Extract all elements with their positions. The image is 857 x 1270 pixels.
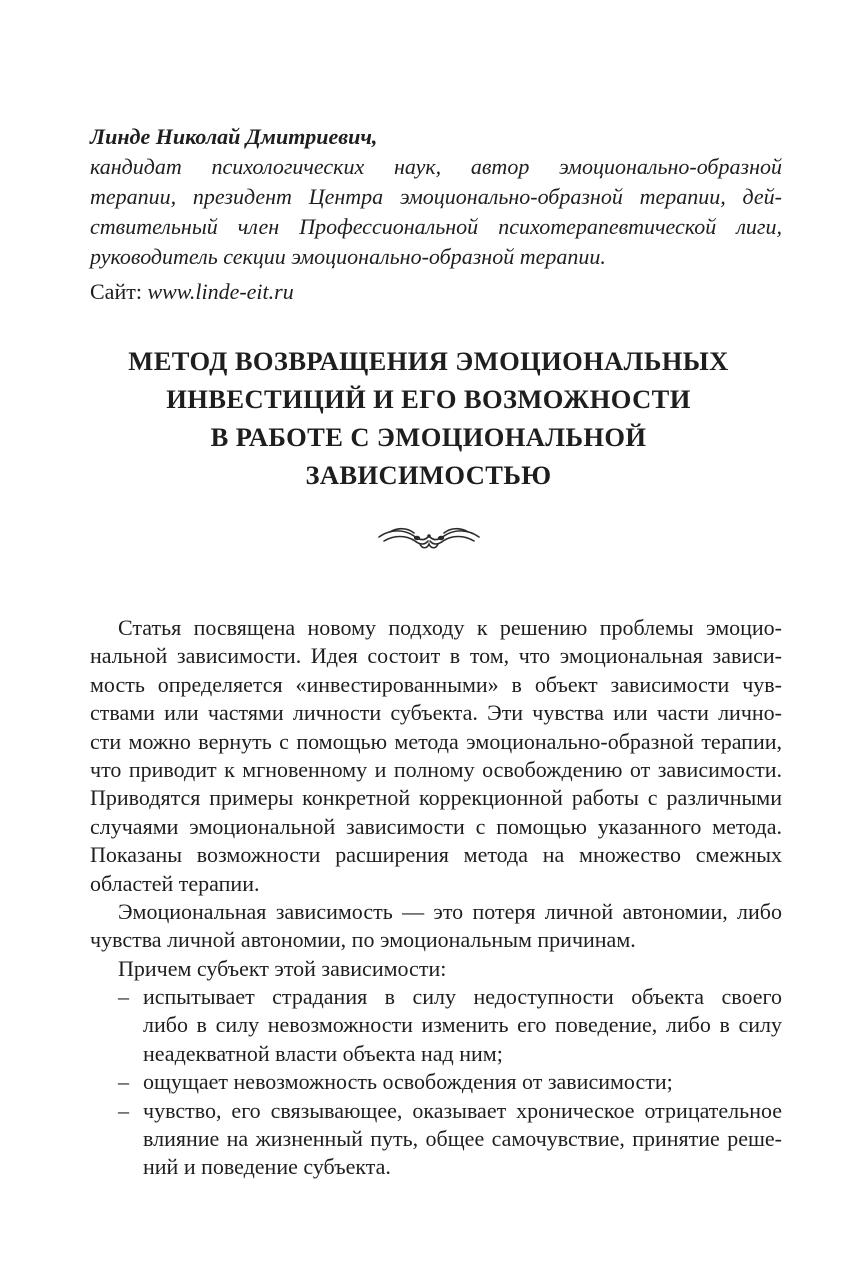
bullet-list [90, 983, 782, 1182]
title-line: В РАБОТЕ С ЭМОЦИОНАЛЬНОЙ [210, 422, 647, 452]
abstract-line: что приводит к мгновенному и полному освобождению от зависимости. [90, 756, 782, 782]
definition-line: Эмоциональная зависимость — это потеря личной автономии, либо [118, 898, 782, 924]
abstract-line: областей терапии. [90, 870, 260, 896]
definition-line: чувства личной автономии, по эмоциональным причинам. [90, 927, 636, 953]
article-title [60, 342, 797, 494]
author-description-line: ствительный член Профессиональной психотерапевтической лиги, [90, 214, 782, 239]
author-block [90, 122, 782, 307]
abstract-line: Статья посвящена новому подходу к решению проблемы эмоцио- [118, 615, 782, 640]
bullet-text: ощущает невозможность освобождения от зависимости; [143, 1069, 673, 1095]
list-item [90, 1068, 782, 1096]
bullet-line: неадекватной власти объекта над ним; [143, 1040, 503, 1066]
bullet-line [90, 1097, 782, 1125]
title-line: ИНВЕСТИЦИЙ И ЕГО ВОЗМОЖНОСТИ [166, 384, 691, 414]
list-item [90, 1097, 782, 1182]
author-name: Линде Николай Дмитриевич, [90, 124, 378, 149]
bullet-line [90, 1068, 782, 1096]
title-line: МЕТОД ВОЗВРАЩЕНИЯ ЭМОЦИОНАЛЬНЫХ [128, 346, 729, 376]
bullet-text: испытывает страдания в силу недоступности объекта своего [143, 984, 782, 1010]
bullet-line: ний и поведение субъекта. [143, 1154, 391, 1180]
abstract-paragraph [90, 614, 782, 898]
dash-marker: – [118, 984, 129, 1010]
bullet-line [90, 983, 782, 1011]
author-description-line: терапии, президент Центра эмоционально-образной терапии, дей- [90, 184, 782, 209]
bullet-line: влияние на жизненный путь, общее самочувствие, принятие реше- [143, 1126, 782, 1152]
site-link[interactable]: www.linde-eit.ru [147, 279, 294, 304]
dash-marker: – [118, 1097, 129, 1123]
abstract-line: случаями эмоциональной зависимости с помощью указанного метода. [90, 813, 782, 839]
abstract-line: сти можно вернуть с помощью метода эмоционально-образной терапии, [90, 728, 782, 754]
bullet-line: либо в силу невозможности изменить его поведение, либо в силу [143, 1012, 782, 1038]
flourish-ornament-icon [376, 524, 482, 552]
abstract-line: Показаны возможности расширения метода на множество смежных [90, 842, 782, 868]
author-site [90, 277, 782, 307]
site-label: Сайт: [90, 279, 142, 304]
author-description-line: руководитель секции эмоционально-образной терапии. [90, 244, 606, 269]
abstract-line: Приводятся примеры конкретной коррекционной работы с различными [90, 785, 782, 811]
author-description-line: кандидат психологических наук, автор эмоционально-образной [90, 154, 782, 179]
abstract-line: нальной зависимости. Идея состоит в том, что эмоциональная зависи- [90, 643, 782, 669]
abstract-line: ствами или частями личности субъекта. Эти чувства или части лично- [90, 700, 782, 726]
definition-paragraph [90, 898, 782, 955]
abstract-line: мость определяется «инвестированными» в объект зависимости чув- [90, 671, 782, 697]
dash-marker: – [118, 1069, 129, 1095]
list-intro: Причем субъект этой зависимости: [118, 955, 447, 981]
bullet-text: чувство, его связывающее, оказывает хроническое отрицательное [143, 1097, 782, 1123]
list-item [90, 983, 782, 1068]
article-body [90, 614, 782, 1182]
title-line: ЗАВИСИМОСТЬЮ [305, 460, 552, 490]
